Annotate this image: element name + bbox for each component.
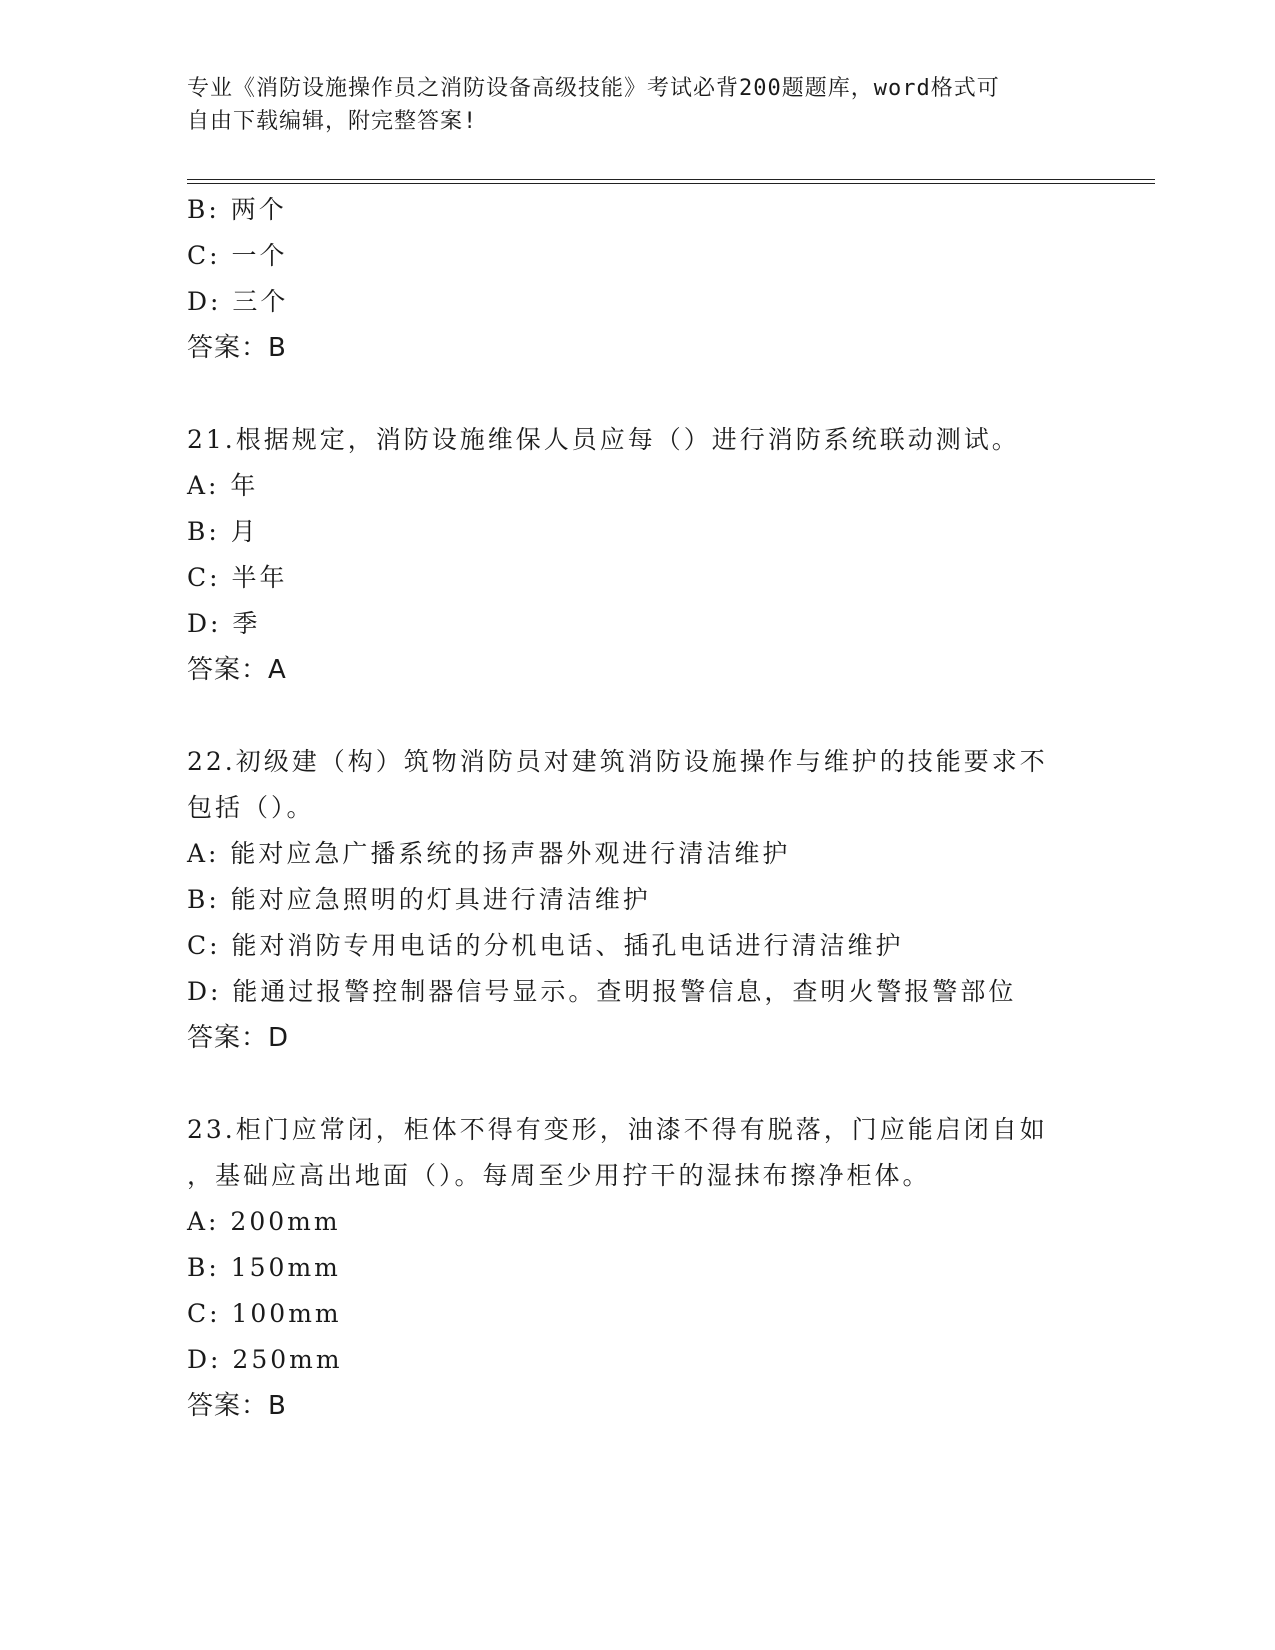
question-text-line-1: 23.柜门应常闭，柜体不得有变形，油漆不得有脱落，门应能启闭自如: [187, 1115, 1048, 1144]
question-text-line-1: 22.初级建（构）筑物消防员对建筑消防设施操作与维护的技能要求不: [187, 747, 1048, 776]
question-text-line-2: ，基础应高出地面（）。每周至少用拧干的湿抹布擦净柜体。: [187, 1161, 931, 1190]
option-d: D: 能通过报警控制器信号显示。查明报警信息，查明火警报警部位: [187, 977, 1017, 1006]
option-d: D: 三个: [187, 287, 289, 316]
option-c: C: 一个: [187, 241, 288, 270]
answer-line: 答案：D: [187, 1023, 290, 1053]
option-a: A: 能对应急广播系统的扬声器外观进行清洁维护: [187, 839, 791, 868]
question-23: [187, 1107, 1087, 1429]
header-divider: [187, 179, 1155, 184]
option-d: D: 250mm: [187, 1345, 343, 1374]
question-content: [187, 187, 1087, 1429]
option-b: B: 150mm: [187, 1253, 341, 1282]
option-b: B: 两个: [187, 195, 287, 224]
option-b: B: 月: [187, 517, 259, 546]
question-text-line-2: 包括（）。: [187, 793, 315, 822]
header-line-2: 自由下载编辑，附完整答案!: [187, 109, 478, 134]
question-21: [187, 417, 1087, 693]
previous-question-block: [187, 187, 1087, 371]
option-a: A: 年: [187, 471, 259, 500]
question-22: [187, 739, 1087, 1061]
answer-line: 答案：A: [187, 655, 287, 685]
option-c: C: 能对消防专用电话的分机电话、插孔电话进行清洁维护: [187, 931, 904, 960]
option-c: C: 100mm: [187, 1299, 342, 1328]
question-text: 21.根据规定，消防设施维保人员应每（）进行消防系统联动测试。: [187, 425, 1020, 454]
answer-line: 答案：B: [187, 1391, 287, 1421]
document-header: [187, 72, 1087, 138]
option-a: A: 200mm: [187, 1207, 341, 1236]
answer-line: 答案：B: [187, 333, 287, 363]
option-c: C: 半年: [187, 563, 288, 592]
option-d: D: 季: [187, 609, 261, 638]
header-line-1: 专业《消防设施操作员之消防设备高级技能》考试必背200题题库，word格式可: [187, 76, 1000, 101]
option-b: B: 能对应急照明的灯具进行清洁维护: [187, 885, 651, 914]
